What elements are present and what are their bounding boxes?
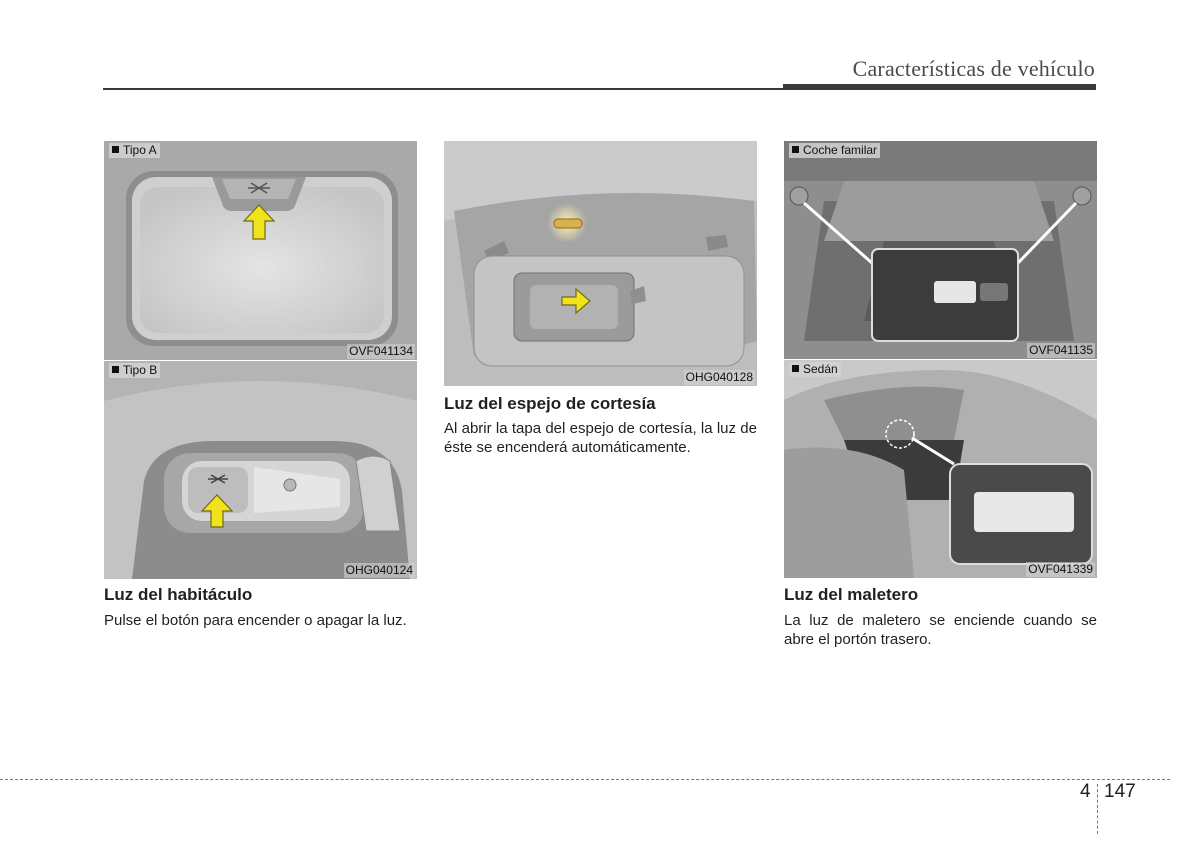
- header-rule: [103, 88, 783, 90]
- wagon-trunk-illustration: [784, 141, 1097, 359]
- section-body-trunk: La luz de maletero se enciende cuando se abre el portón trasero.: [784, 612, 1097, 648]
- map-lamp-illustration: [104, 361, 417, 579]
- figure-code: OVF041339: [1028, 562, 1093, 576]
- figure-label: Coche familar: [789, 143, 880, 158]
- figure-label: Tipo B: [109, 363, 160, 378]
- figure-label: Tipo A: [109, 143, 160, 158]
- page-number: 147: [1104, 781, 1136, 802]
- footer-divider: [1097, 784, 1098, 834]
- figure-code: OVF041135: [1029, 343, 1093, 357]
- figure-tipo-b: [104, 361, 417, 579]
- footer-rule: [0, 779, 1170, 780]
- figure-coche-familar: [784, 141, 1097, 359]
- chapter-number: 4: [1080, 781, 1091, 802]
- figure-sedan: [784, 360, 1097, 578]
- figure-code: OVF041134: [349, 344, 413, 358]
- figure-code: OHG040128: [685, 370, 753, 384]
- section-heading-trunk: Luz del maletero: [784, 585, 919, 604]
- figure-code: OHG040124: [345, 563, 413, 577]
- section-body-cabin: Pulse el botón para encender o apagar la luz.: [104, 612, 407, 629]
- figure-tipo-a: [104, 141, 417, 360]
- page-header-title: Características de vehículo: [852, 56, 1095, 81]
- section-heading-mirror: Luz del espejo de cortesía: [444, 394, 656, 413]
- figure-label: Sedán: [789, 362, 841, 377]
- section-body-mirror: Al abrir la tapa del espejo de cortesía, la luz de éste se encenderá automáticamente.: [444, 420, 757, 456]
- vanity-mirror-illustration: [444, 141, 757, 386]
- header-rule-accent: [783, 84, 1096, 90]
- sedan-trunk-illustration: [784, 360, 1097, 578]
- figure-vanity-mirror: [444, 141, 757, 386]
- section-heading-cabin: Luz del habitáculo: [104, 585, 253, 604]
- dome-lamp-illustration: [104, 141, 417, 360]
